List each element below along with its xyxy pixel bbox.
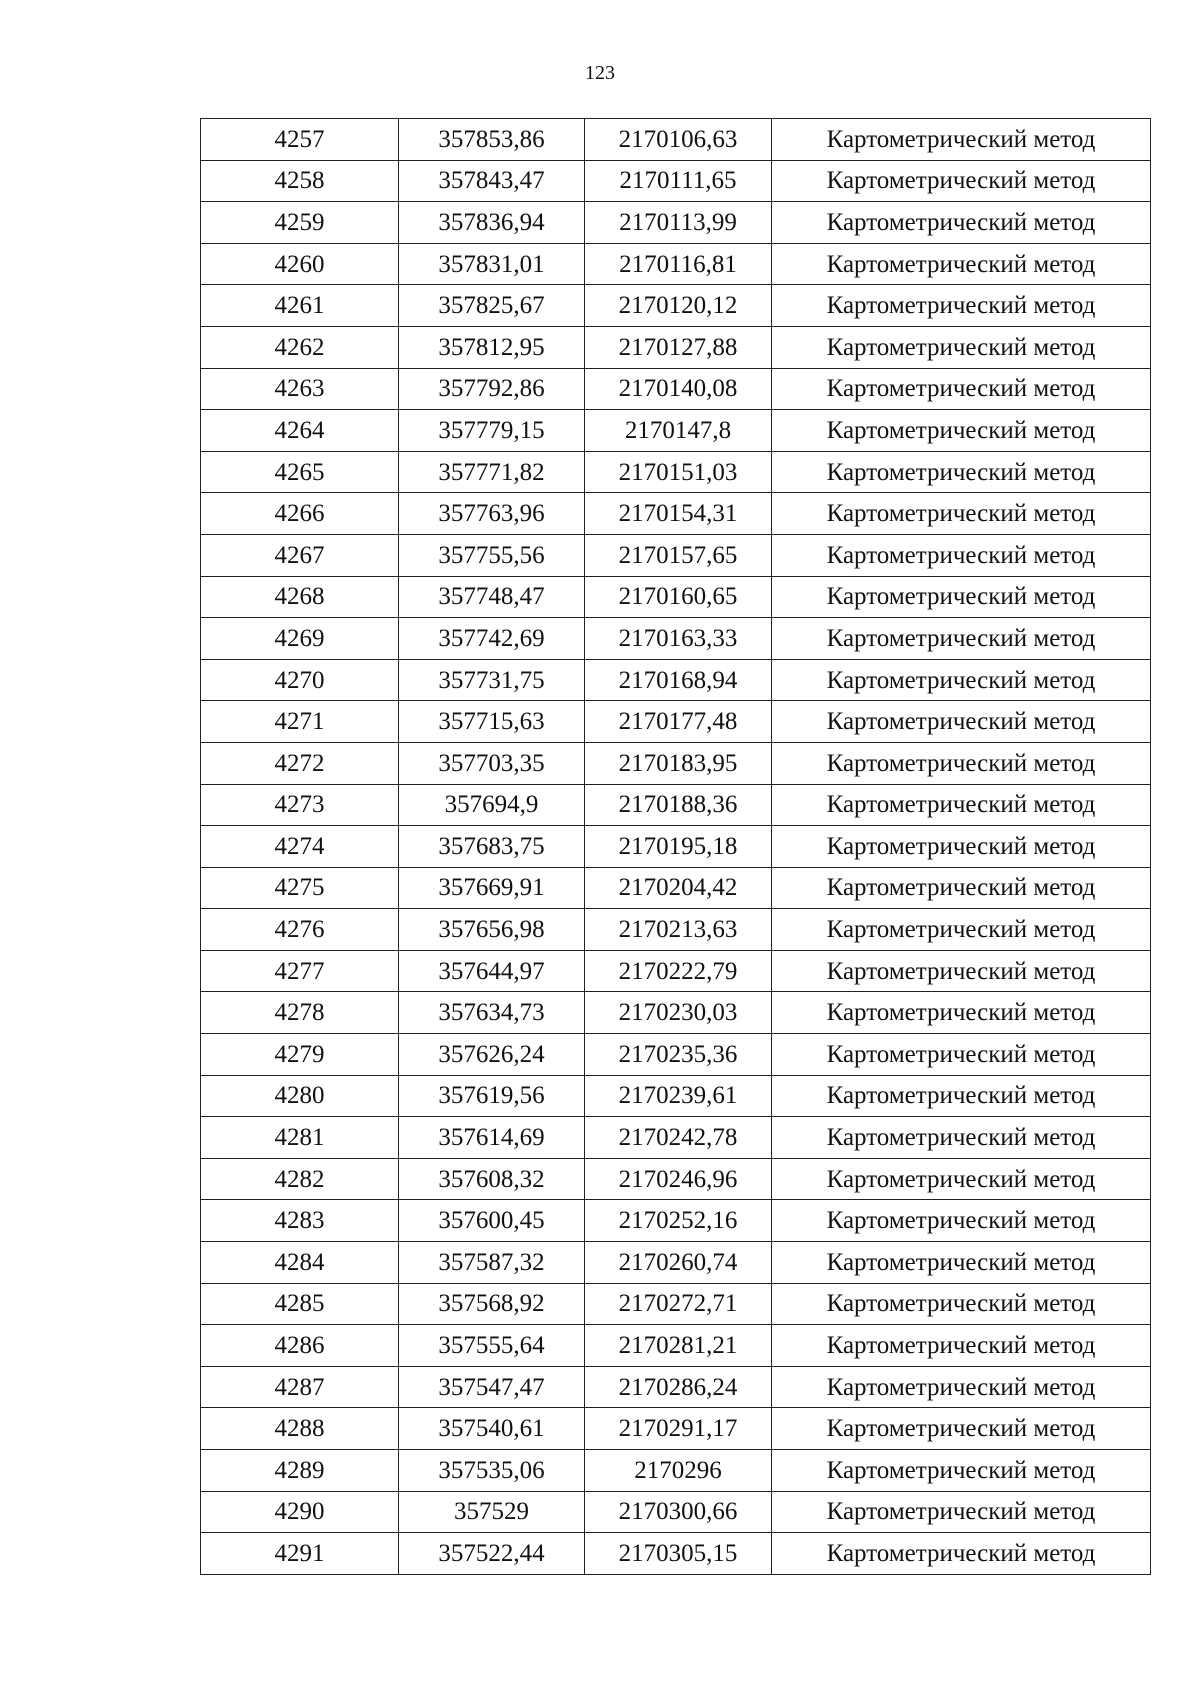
method-cell: Картометрический метод (772, 1533, 1151, 1575)
y-coordinate-cell: 2170300,66 (585, 1491, 772, 1533)
x-coordinate-cell: 357568,92 (399, 1283, 585, 1325)
table-row (201, 202, 1151, 244)
point-number-cell: 4278 (201, 992, 399, 1034)
point-number-cell: 4283 (201, 1200, 399, 1242)
y-coordinate-cell: 2170147,8 (585, 410, 772, 452)
table-row (201, 826, 1151, 868)
method-cell: Картометрический метод (772, 618, 1151, 660)
y-coordinate-cell: 2170213,63 (585, 909, 772, 951)
method-cell: Картометрический метод (772, 1242, 1151, 1284)
table-row (201, 1491, 1151, 1533)
table-row (201, 784, 1151, 826)
method-cell: Картометрический метод (772, 1117, 1151, 1159)
method-cell: Картометрический метод (772, 1325, 1151, 1367)
x-coordinate-cell: 357547,47 (399, 1366, 585, 1408)
point-number-cell: 4273 (201, 784, 399, 826)
method-cell: Картометрический метод (772, 326, 1151, 368)
x-coordinate-cell: 357703,35 (399, 742, 585, 784)
method-cell: Картометрический метод (772, 1158, 1151, 1200)
y-coordinate-cell: 2170163,33 (585, 618, 772, 660)
x-coordinate-cell: 357614,69 (399, 1117, 585, 1159)
table-row (201, 368, 1151, 410)
point-number-cell: 4284 (201, 1242, 399, 1284)
x-coordinate-cell: 357755,56 (399, 534, 585, 576)
point-number-cell: 4281 (201, 1117, 399, 1159)
point-number-cell: 4291 (201, 1533, 399, 1575)
x-coordinate-cell: 357748,47 (399, 576, 585, 618)
table-row (201, 451, 1151, 493)
x-coordinate-cell: 357825,67 (399, 285, 585, 327)
point-number-cell: 4285 (201, 1283, 399, 1325)
method-cell: Картометрический метод (772, 1491, 1151, 1533)
x-coordinate-cell: 357812,95 (399, 326, 585, 368)
method-cell: Картометрический метод (772, 119, 1151, 161)
x-coordinate-cell: 357535,06 (399, 1450, 585, 1492)
table-row (201, 493, 1151, 535)
table-row (201, 1034, 1151, 1076)
y-coordinate-cell: 2170246,96 (585, 1158, 772, 1200)
y-coordinate-cell: 2170140,08 (585, 368, 772, 410)
method-cell: Картометрический метод (772, 1034, 1151, 1076)
method-cell: Картометрический метод (772, 1075, 1151, 1117)
point-number-cell: 4274 (201, 826, 399, 868)
method-cell: Картометрический метод (772, 410, 1151, 452)
y-coordinate-cell: 2170188,36 (585, 784, 772, 826)
y-coordinate-cell: 2170113,99 (585, 202, 772, 244)
x-coordinate-cell: 357600,45 (399, 1200, 585, 1242)
y-coordinate-cell: 2170168,94 (585, 659, 772, 701)
table-row (201, 576, 1151, 618)
table-row (201, 1242, 1151, 1284)
y-coordinate-cell: 2170230,03 (585, 992, 772, 1034)
table-row (201, 618, 1151, 660)
point-number-cell: 4267 (201, 534, 399, 576)
point-number-cell: 4258 (201, 160, 399, 202)
y-coordinate-cell: 2170177,48 (585, 701, 772, 743)
point-number-cell: 4260 (201, 243, 399, 285)
method-cell: Картометрический метод (772, 202, 1151, 244)
y-coordinate-cell: 2170260,74 (585, 1242, 772, 1284)
method-cell: Картометрический метод (772, 1408, 1151, 1450)
y-coordinate-cell: 2170204,42 (585, 867, 772, 909)
table-row (201, 950, 1151, 992)
x-coordinate-cell: 357779,15 (399, 410, 585, 452)
x-coordinate-cell: 357771,82 (399, 451, 585, 493)
x-coordinate-cell: 357619,56 (399, 1075, 585, 1117)
method-cell: Картометрический метод (772, 950, 1151, 992)
x-coordinate-cell: 357656,98 (399, 909, 585, 951)
method-cell: Картометрический метод (772, 992, 1151, 1034)
table-row (201, 534, 1151, 576)
table-row (201, 1325, 1151, 1367)
method-cell: Картометрический метод (772, 1200, 1151, 1242)
x-coordinate-cell: 357694,9 (399, 784, 585, 826)
method-cell: Картометрический метод (772, 784, 1151, 826)
x-coordinate-cell: 357529 (399, 1491, 585, 1533)
table-row (201, 1075, 1151, 1117)
point-number-cell: 4288 (201, 1408, 399, 1450)
table-row (201, 1117, 1151, 1159)
method-cell: Картометрический метод (772, 701, 1151, 743)
table-row (201, 285, 1151, 327)
method-cell: Картометрический метод (772, 659, 1151, 701)
point-number-cell: 4263 (201, 368, 399, 410)
method-cell: Картометрический метод (772, 243, 1151, 285)
x-coordinate-cell: 357831,01 (399, 243, 585, 285)
y-coordinate-cell: 2170242,78 (585, 1117, 772, 1159)
y-coordinate-cell: 2170183,95 (585, 742, 772, 784)
x-coordinate-cell: 357731,75 (399, 659, 585, 701)
point-number-cell: 4286 (201, 1325, 399, 1367)
method-cell: Картометрический метод (772, 576, 1151, 618)
table-row (201, 1450, 1151, 1492)
x-coordinate-cell: 357742,69 (399, 618, 585, 660)
method-cell: Картометрический метод (772, 909, 1151, 951)
x-coordinate-cell: 357634,73 (399, 992, 585, 1034)
x-coordinate-cell: 357555,64 (399, 1325, 585, 1367)
x-coordinate-cell: 357522,44 (399, 1533, 585, 1575)
method-cell: Картометрический метод (772, 1450, 1151, 1492)
point-number-cell: 4277 (201, 950, 399, 992)
point-number-cell: 4262 (201, 326, 399, 368)
table-row (201, 1158, 1151, 1200)
table-row (201, 1200, 1151, 1242)
point-number-cell: 4276 (201, 909, 399, 951)
y-coordinate-cell: 2170116,81 (585, 243, 772, 285)
point-number-cell: 4279 (201, 1034, 399, 1076)
x-coordinate-cell: 357843,47 (399, 160, 585, 202)
point-number-cell: 4289 (201, 1450, 399, 1492)
method-cell: Картометрический метод (772, 368, 1151, 410)
point-number-cell: 4269 (201, 618, 399, 660)
x-coordinate-cell: 357608,32 (399, 1158, 585, 1200)
point-number-cell: 4265 (201, 451, 399, 493)
table-row (201, 410, 1151, 452)
x-coordinate-cell: 357644,97 (399, 950, 585, 992)
method-cell: Картометрический метод (772, 493, 1151, 535)
y-coordinate-cell: 2170286,24 (585, 1366, 772, 1408)
y-coordinate-cell: 2170195,18 (585, 826, 772, 868)
y-coordinate-cell: 2170291,17 (585, 1408, 772, 1450)
y-coordinate-cell: 2170305,15 (585, 1533, 772, 1575)
y-coordinate-cell: 2170239,61 (585, 1075, 772, 1117)
table-row (201, 1283, 1151, 1325)
x-coordinate-cell: 357853,86 (399, 119, 585, 161)
table-row (201, 659, 1151, 701)
method-cell: Картометрический метод (772, 742, 1151, 784)
y-coordinate-cell: 2170272,71 (585, 1283, 772, 1325)
table-row (201, 243, 1151, 285)
y-coordinate-cell: 2170127,88 (585, 326, 772, 368)
table-row (201, 1533, 1151, 1575)
point-number-cell: 4271 (201, 701, 399, 743)
y-coordinate-cell: 2170222,79 (585, 950, 772, 992)
point-number-cell: 4275 (201, 867, 399, 909)
point-number-cell: 4266 (201, 493, 399, 535)
x-coordinate-cell: 357763,96 (399, 493, 585, 535)
x-coordinate-cell: 357626,24 (399, 1034, 585, 1076)
point-number-cell: 4264 (201, 410, 399, 452)
point-number-cell: 4259 (201, 202, 399, 244)
table-row (201, 1366, 1151, 1408)
point-number-cell: 4290 (201, 1491, 399, 1533)
table-row (201, 742, 1151, 784)
x-coordinate-cell: 357587,32 (399, 1242, 585, 1284)
y-coordinate-cell: 2170281,21 (585, 1325, 772, 1367)
y-coordinate-cell: 2170151,03 (585, 451, 772, 493)
table-row (201, 1408, 1151, 1450)
table-row (201, 326, 1151, 368)
point-number-cell: 4261 (201, 285, 399, 327)
x-coordinate-cell: 357792,86 (399, 368, 585, 410)
method-cell: Картометрический метод (772, 867, 1151, 909)
x-coordinate-cell: 357669,91 (399, 867, 585, 909)
point-number-cell: 4268 (201, 576, 399, 618)
point-number-cell: 4257 (201, 119, 399, 161)
table-row (201, 909, 1151, 951)
method-cell: Картометрический метод (772, 285, 1151, 327)
y-coordinate-cell: 2170160,65 (585, 576, 772, 618)
method-cell: Картометрический метод (772, 1283, 1151, 1325)
method-cell: Картометрический метод (772, 1366, 1151, 1408)
page-number: 123 (585, 62, 615, 84)
coordinates-table-body (201, 119, 1151, 1575)
y-coordinate-cell: 2170296 (585, 1450, 772, 1492)
y-coordinate-cell: 2170252,16 (585, 1200, 772, 1242)
table-row (201, 701, 1151, 743)
method-cell: Картометрический метод (772, 451, 1151, 493)
x-coordinate-cell: 357683,75 (399, 826, 585, 868)
y-coordinate-cell: 2170106,63 (585, 119, 772, 161)
table-row (201, 992, 1151, 1034)
y-coordinate-cell: 2170120,12 (585, 285, 772, 327)
method-cell: Картометрический метод (772, 160, 1151, 202)
point-number-cell: 4280 (201, 1075, 399, 1117)
method-cell: Картометрический метод (772, 534, 1151, 576)
y-coordinate-cell: 2170154,31 (585, 493, 772, 535)
table-row (201, 119, 1151, 161)
method-cell: Картометрический метод (772, 826, 1151, 868)
table-row (201, 867, 1151, 909)
table-row (201, 160, 1151, 202)
x-coordinate-cell: 357715,63 (399, 701, 585, 743)
coordinates-table (200, 118, 1151, 1575)
point-number-cell: 4287 (201, 1366, 399, 1408)
point-number-cell: 4270 (201, 659, 399, 701)
y-coordinate-cell: 2170157,65 (585, 534, 772, 576)
y-coordinate-cell: 2170235,36 (585, 1034, 772, 1076)
point-number-cell: 4272 (201, 742, 399, 784)
x-coordinate-cell: 357540,61 (399, 1408, 585, 1450)
point-number-cell: 4282 (201, 1158, 399, 1200)
y-coordinate-cell: 2170111,65 (585, 160, 772, 202)
x-coordinate-cell: 357836,94 (399, 202, 585, 244)
